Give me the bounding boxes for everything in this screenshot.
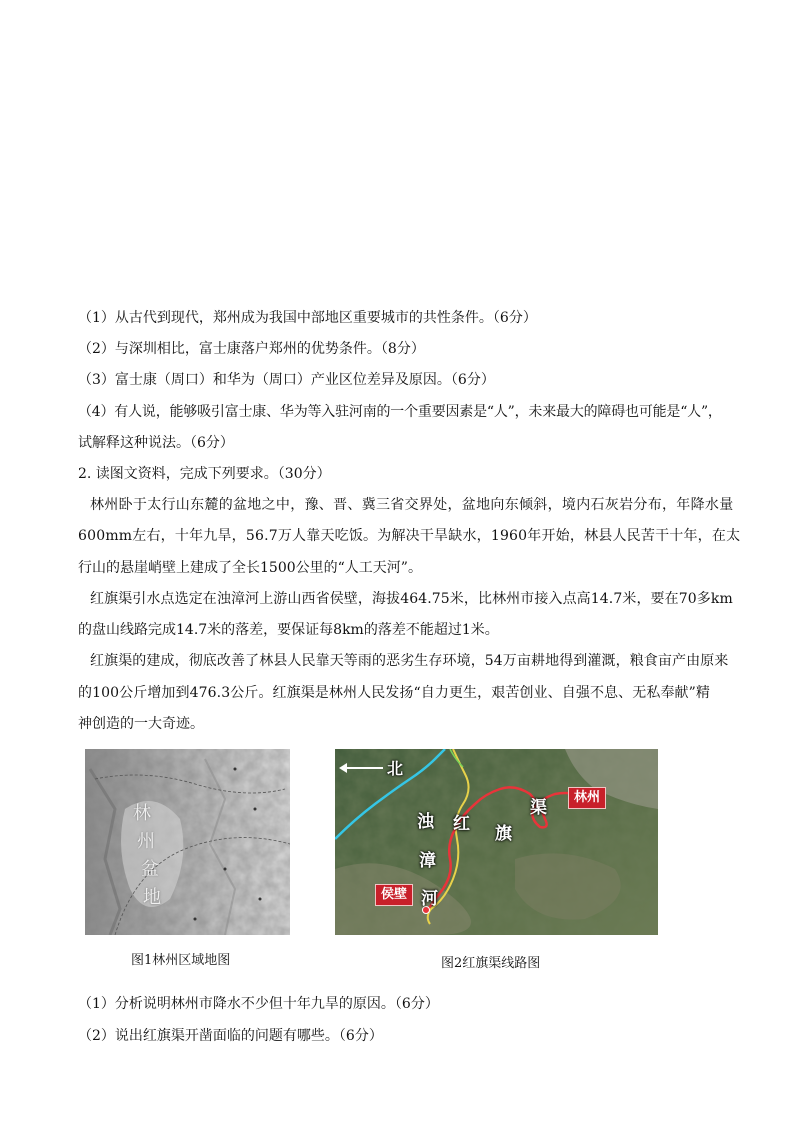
question-1-4: （4）有人说，能够吸引富士康、华为等入驻河南的一个重要因素是“人”，未来最大的障碍也可能是“人”， (78, 404, 722, 420)
canal-label-hong: 红 (453, 814, 470, 834)
question-1-3: （3）富士康（周口）和华为（周口）产业区位差异及原因。（6分） (78, 372, 495, 388)
paragraph-line: 红旗渠引水点选定在浊漳河上游山西省侯壁，海拔464.75米，比林州市接入点高14.7米，要在70多km (90, 591, 733, 607)
paragraph-line: 神创造的一大奇迹。 (78, 716, 204, 732)
north-label: 北 (387, 759, 404, 778)
river-label-zhang: 漳 (419, 851, 436, 871)
figure-1-relief-map (85, 749, 290, 935)
figure-2-caption: 图2红旗渠线路图 (441, 956, 541, 971)
canal-label-qi: 旗 (495, 824, 512, 844)
relief-label-pen: 盆 (141, 859, 159, 880)
relief-label-lin: 林 (133, 803, 151, 824)
question-1-1: （1）从古代到现代，郑州成为我国中部地区重要城市的共性条件。（6分） (78, 310, 537, 326)
question-1-2: （2）与深圳相比，富士康落户郑州的优势条件。（8分） (78, 341, 425, 357)
question-2-2: （2）说出红旗渠开凿面临的问题有哪些。（6分） (78, 1028, 383, 1044)
paragraph-line: 林州卧于太行山东麓的盆地之中，豫、晋、冀三省交界处，盆地向东倾斜，境内石灰岩分布，年降水量 (90, 497, 734, 513)
paragraph-line: 的100公斤增加到476.3公斤。红旗渠是林州人民发扬“自力更生，艰苦创业、自强不息、无私奉献”精 (78, 685, 711, 701)
figure-1-caption: 图1林州区域地图 (131, 953, 231, 968)
paragraph-line: 600mm左右，十年九旱，56.7万人靠天吃饭。为解决干旱缺水，1960年开始，林县人民苦干十年，在太 (78, 528, 741, 544)
question-2-1: （1）分析说明林州市降水不少但十年九旱的原因。（6分） (78, 996, 439, 1012)
river-label-zhuo: 浊 (417, 812, 434, 832)
figure-2-canal-map (335, 749, 658, 935)
question-2-heading: 2. 读图文资料，完成下列要求。（30分） (78, 466, 331, 482)
relief-map-image (85, 749, 290, 935)
relief-label-di: 地 (143, 887, 161, 908)
relief-label-zhou: 州 (137, 831, 155, 852)
tag-linzhou: 林州 (568, 787, 606, 809)
river-label-he: 河 (421, 889, 438, 909)
paragraph-line: 行山的悬崖峭壁上建成了全长1500公里的“人工天河”。 (78, 560, 422, 576)
paragraph-line: 红旗渠的建成，彻底改善了林县人民靠天等雨的恶劣生存环境，54万亩耕地得到灌溉，粮食亩产由原来 (90, 653, 729, 669)
canal-label-qu: 渠 (530, 798, 547, 818)
question-1-4-cont: 试解释这种说法。（6分） (78, 435, 234, 451)
paragraph-line: 的盘山线路完成14.7米的落差，要保证每8km的落差不能超过1米。 (78, 622, 499, 638)
tag-houbi: 侯壁 (375, 884, 413, 906)
